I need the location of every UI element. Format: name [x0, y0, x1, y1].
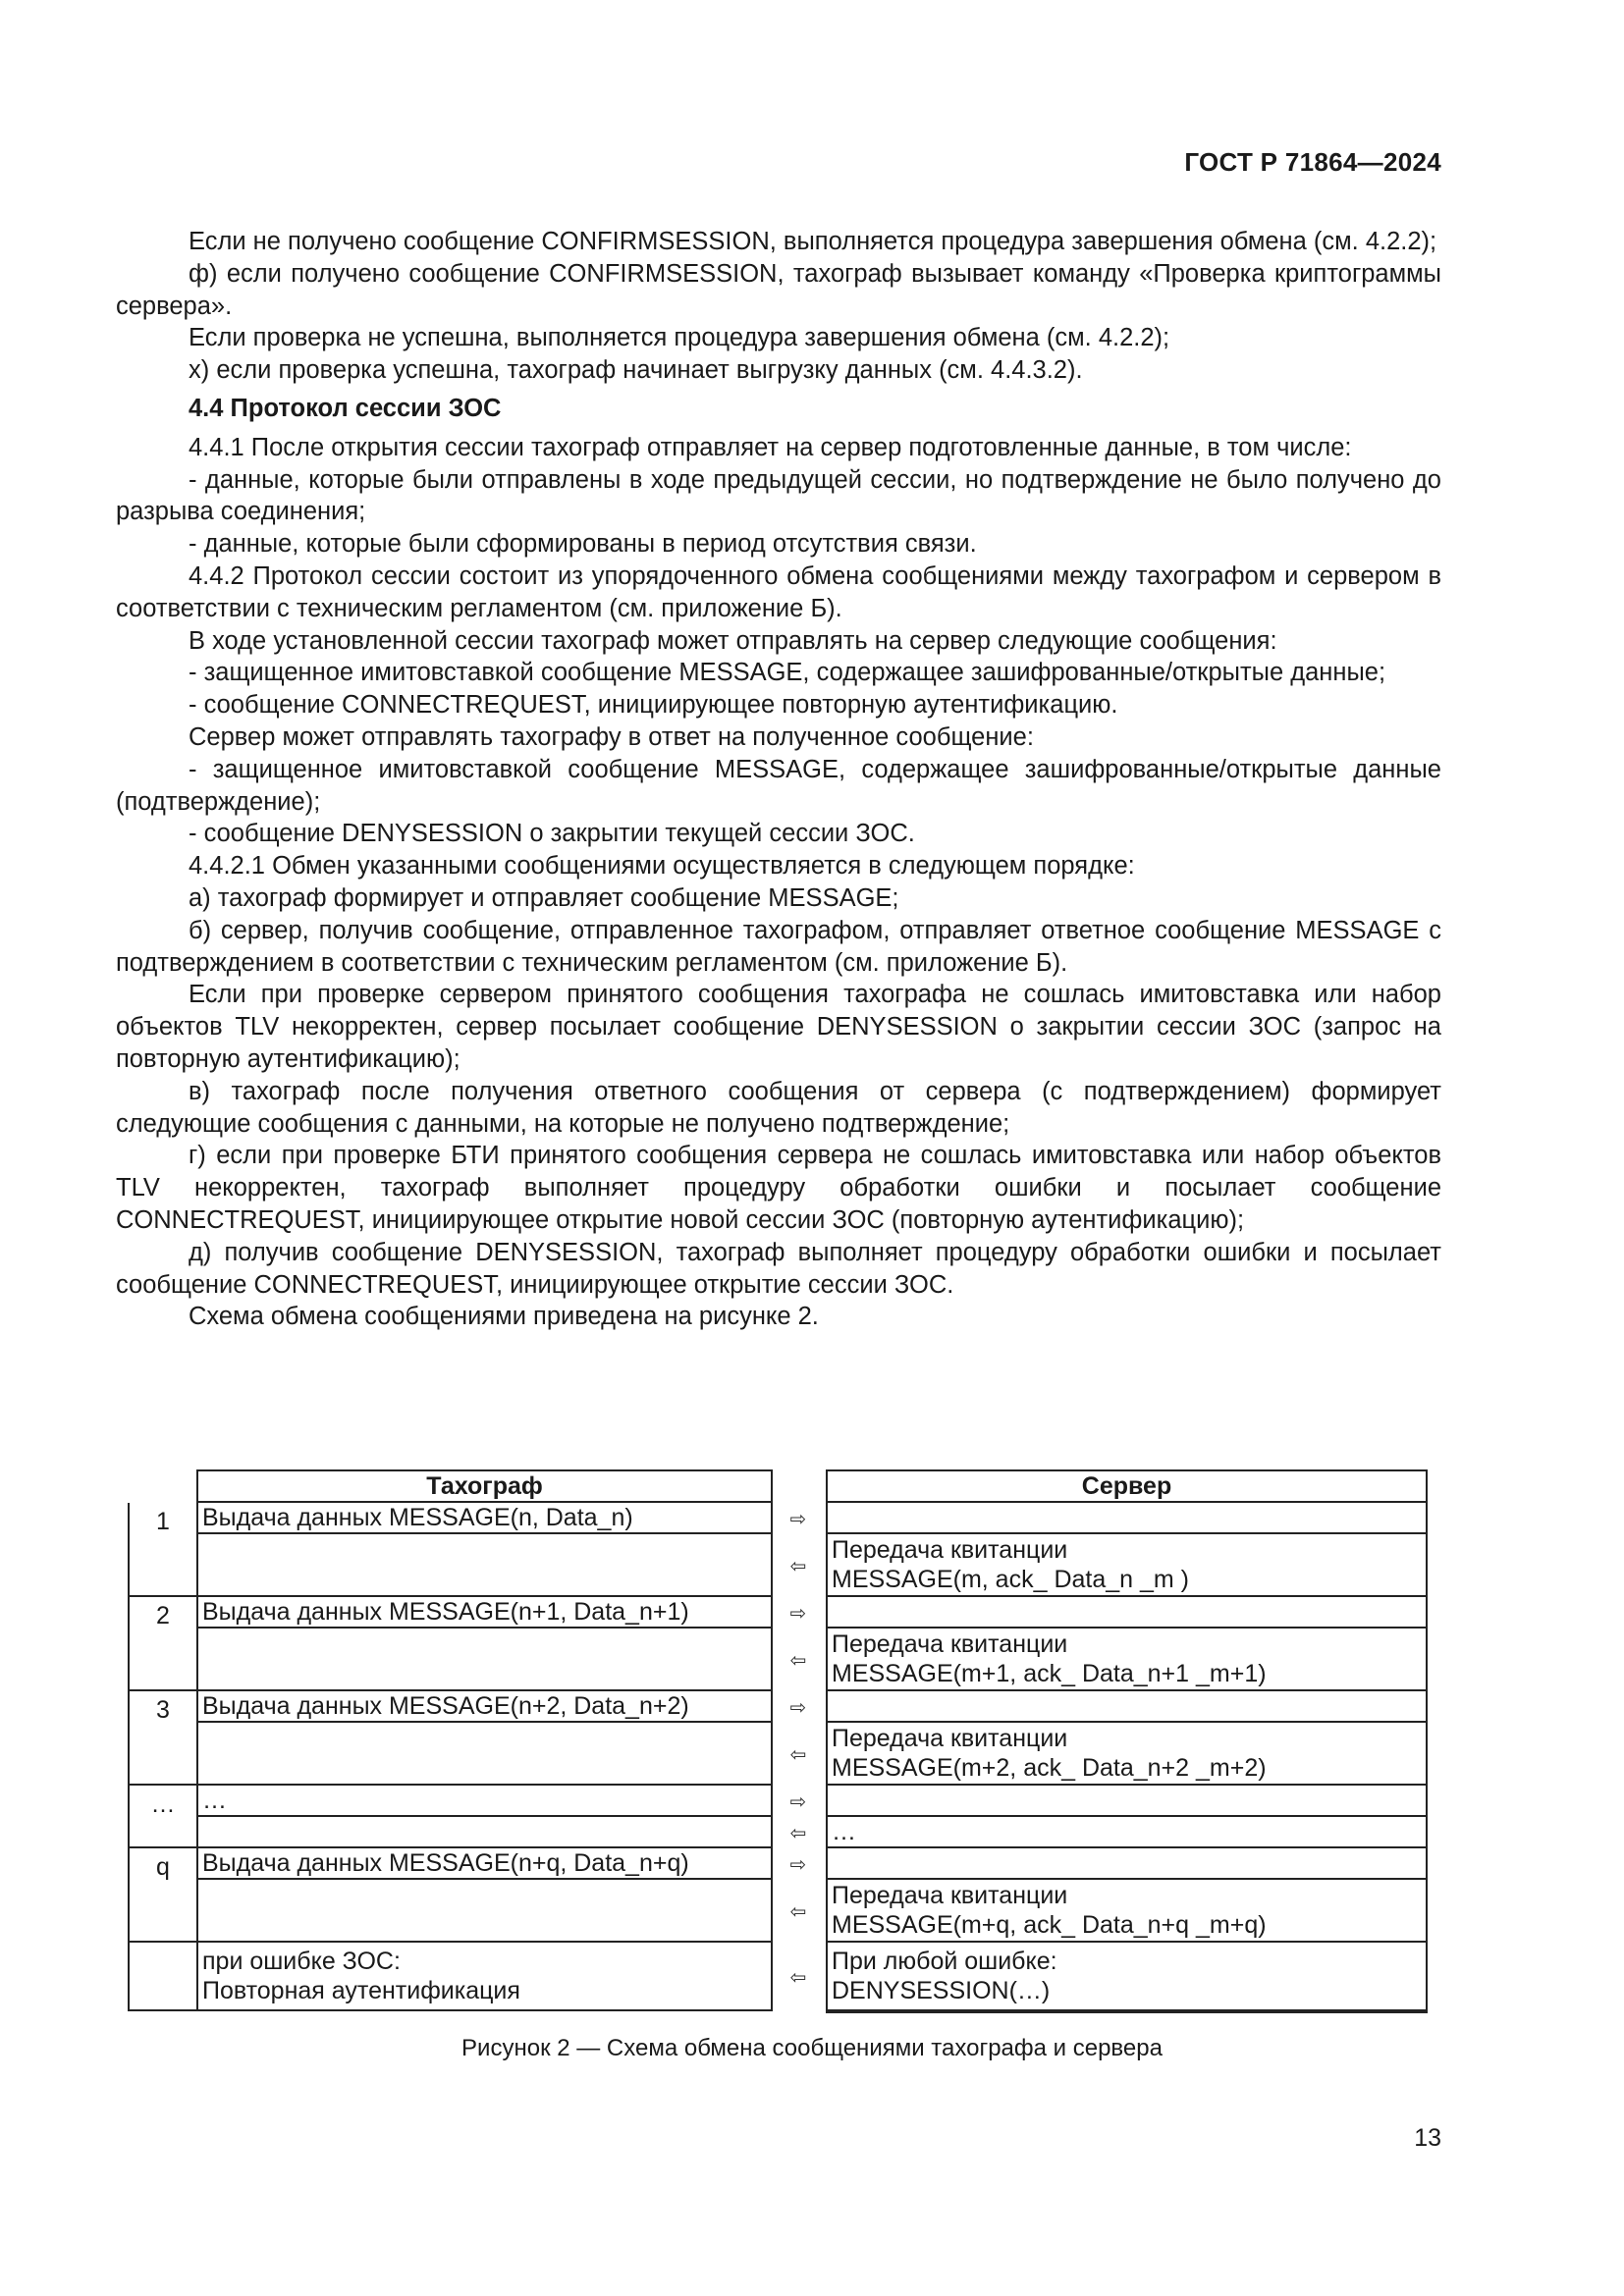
- list-item: д) получив сообщение DENYSESSION, тахограф выполняет процедуру обработки ошибки и посылает сообщение CONNECTREQUEST, инициирующее открытие сессии ЗОС.: [116, 1238, 1441, 1299]
- tachograph-send-cell: Выдача данных MESSAGE(n+2, Data_n+2): [198, 1691, 771, 1723]
- row-number: …: [128, 1786, 198, 1848]
- server-empty-cell: [828, 1786, 1426, 1817]
- standard-number: ГОСТ Р 71864—2024: [1184, 147, 1441, 177]
- paragraph: Если проверка не успешна, выполняется процедура завершения обмена (см. 4.2.2);: [189, 324, 1170, 352]
- figure-caption: Рисунок 2 — Схема обмена сообщениями тахографа и сервера: [461, 2035, 1163, 2061]
- exchange-diagram: [128, 1469, 1443, 2019]
- list-item: б) сервер, получив сообщение, отправленное тахографом, отправляет ответное сообщение MESSAGE с подтверждением в соответствии с техническим регламентом (см. приложение Б).: [116, 916, 1441, 977]
- list-item: г) если при проверке БТИ принятого сообщения сервера не сошлась имитовставка или набор объектов TLV некорректен, тахограф выполняет процедуру обработки ошибки и посылает сообщение CONNECTREQUEST, инициирующее открытие новой сессии ЗОС (повторную аутентификацию);: [116, 1142, 1441, 1234]
- tachograph-send-cell: Выдача данных MESSAGE(n+1, Data_n+1): [198, 1597, 771, 1629]
- page-number: 13: [1414, 2124, 1441, 2152]
- paragraph: Если при проверке сервером принятого сообщения тахографа не сошлась имитовставка или набор объектов TLV некорректен, сервер посылает сообщение DENYSESSION о закрытии сессии ЗОС (запрос на повторную аутентификацию);: [116, 981, 1441, 1073]
- tachograph-header: Тахограф: [198, 1469, 771, 1503]
- arrow-right-icon: ⇨: [789, 1508, 807, 1530]
- ack-label: Передача квитанции: [832, 1725, 1068, 1752]
- arrow-left-icon: ⇦: [789, 1649, 807, 1672]
- ack-message: MESSAGE(m+1, ack_ Data_n+1 _m+1): [832, 1660, 1267, 1687]
- ack-label: Передача квитанции: [832, 1630, 1068, 1658]
- server-empty-cell: [828, 1503, 1426, 1534]
- server-column: [826, 1469, 1428, 2013]
- list-item: - сообщение DENYSESSION о закрытии текущей сессии ЗОС.: [189, 820, 915, 848]
- paragraph: В ходе установленной сессии тахограф может отправлять на сервер следующие сообщения:: [189, 626, 1277, 655]
- body-text: [116, 226, 1441, 1333]
- paragraph: Сервер может отправлять тахографу в ответ на полученное сообщение:: [189, 722, 1034, 751]
- empty-cell: [198, 1723, 771, 1786]
- list-item: - данные, которые были сформированы в период отсутствия связи.: [189, 530, 977, 559]
- paragraph: 4.4.2.1 Обмен указанными сообщениями осуществляется в следующем порядке:: [189, 852, 1135, 881]
- empty-cell: [198, 1629, 771, 1691]
- ack-message: MESSAGE(m+q, ack_ Data_n+q _m+q): [832, 1911, 1267, 1939]
- paragraph: х) если проверка успешна, тахограф начинает выгрузку данных (см. 4.4.3.2).: [189, 356, 1083, 385]
- ack-label: Передача квитанции: [832, 1536, 1068, 1564]
- tachograph-error-cell: [198, 1943, 771, 2011]
- arrow-right-icon: ⇨: [789, 1853, 807, 1876]
- error-label: При любой ошибке:: [832, 1948, 1057, 1975]
- tachograph-column: [128, 1469, 773, 2011]
- list-item: - защищенное имитовставкой сообщение MESSAGE, содержащее зашифрованные/открытые данные (подтверждение);: [116, 755, 1441, 816]
- arrow-right-icon: ⇨: [789, 1602, 807, 1625]
- arrow-right-icon: ⇨: [789, 1790, 807, 1813]
- row-number: 1: [128, 1503, 198, 1597]
- list-item: - сообщение CONNECTREQUEST, инициирующее повторную аутентификацию.: [189, 691, 1118, 720]
- server-empty-cell: [828, 1848, 1426, 1880]
- section-heading: 4.4 Протокол сессии ЗОС: [189, 394, 502, 422]
- ack-label: Передача квитанции: [832, 1882, 1068, 1909]
- arrow-right-icon: ⇨: [789, 1696, 807, 1719]
- empty-cell: [198, 1817, 771, 1848]
- list-item: в) тахограф после получения ответного сообщения от сервера (с подтверждением) формирует следующие сообщения с данными, на которые не получено подтверждение;: [116, 1077, 1441, 1138]
- arrow-spacer: [771, 1469, 826, 1503]
- paragraph: 4.4.2 Протокол сессии состоит из упорядоченного обмена сообщениями между тахографом и сервером в соответствии с техническим регламентом (см. приложение Б).: [116, 561, 1441, 622]
- arrow-left-icon: ⇦: [789, 1966, 807, 1989]
- row-number: 2: [128, 1597, 198, 1691]
- paragraph: Схема обмена сообщениями приведена на рисунке 2.: [189, 1303, 819, 1331]
- ack-message: MESSAGE(m, ack_ Data_n _m ): [832, 1566, 1190, 1593]
- server-empty-cell: [828, 1691, 1426, 1723]
- paragraph: Если не получено сообщение CONFIRMSESSION, выполняется процедура завершения обмена (см. 4.2.2);: [189, 228, 1437, 255]
- arrow-left-icon: ⇦: [789, 1743, 807, 1766]
- arrow-left-icon: ⇦: [789, 1822, 807, 1844]
- corner-cell: [128, 1469, 198, 1503]
- tachograph-send-cell: Выдача данных MESSAGE(n+q, Data_n+q): [198, 1848, 771, 1880]
- empty-cell: [198, 1534, 771, 1597]
- arrow-left-icon: ⇦: [789, 1900, 807, 1923]
- error-label: при ошибке ЗОС:: [202, 1948, 401, 1975]
- server-error-cell: [828, 1943, 1426, 2011]
- server-ack-cell: [828, 1880, 1426, 1943]
- server-ack-cell: [828, 1629, 1426, 1691]
- empty-cell: [198, 1880, 771, 1943]
- server-ack-cell: [828, 1534, 1426, 1597]
- server-empty-cell: [828, 1597, 1426, 1629]
- arrow-left-icon: ⇦: [789, 1555, 807, 1577]
- server-header: Сервер: [828, 1469, 1426, 1503]
- row-number: 3: [128, 1691, 198, 1786]
- paragraph: ф) если получено сообщение CONFIRMSESSION, тахограф вызывает команду «Проверка криптограммы сервера».: [116, 259, 1441, 320]
- error-action: Повторная аутентификация: [202, 1977, 520, 2004]
- tachograph-send-cell: …: [198, 1786, 771, 1817]
- server-ack-cell: [828, 1723, 1426, 1786]
- ack-message: MESSAGE(m+2, ack_ Data_n+2 _m+2): [832, 1754, 1267, 1782]
- row-number-empty: [128, 1943, 198, 2011]
- tachograph-send-cell: Выдача данных MESSAGE(n, Data_n): [198, 1503, 771, 1534]
- paragraph: 4.4.1 После открытия сессии тахограф отправляет на сервер подготовленные данные, в том числе:: [189, 433, 1352, 461]
- arrow-column: [771, 1469, 826, 2011]
- list-item: а) тахограф формирует и отправляет сообщение MESSAGE;: [189, 883, 899, 912]
- row-number: q: [128, 1848, 198, 1943]
- error-message: DENYSESSION(…): [832, 1977, 1051, 2004]
- server-ellipsis-cell: …: [828, 1817, 1426, 1848]
- list-item: - данные, которые были отправлены в ходе предыдущей сессии, но подтверждение не было получено до разрыва соединения;: [116, 465, 1441, 526]
- list-item: - защищенное имитовставкой сообщение MESSAGE, содержащее зашифрованные/открытые данные;: [189, 659, 1386, 687]
